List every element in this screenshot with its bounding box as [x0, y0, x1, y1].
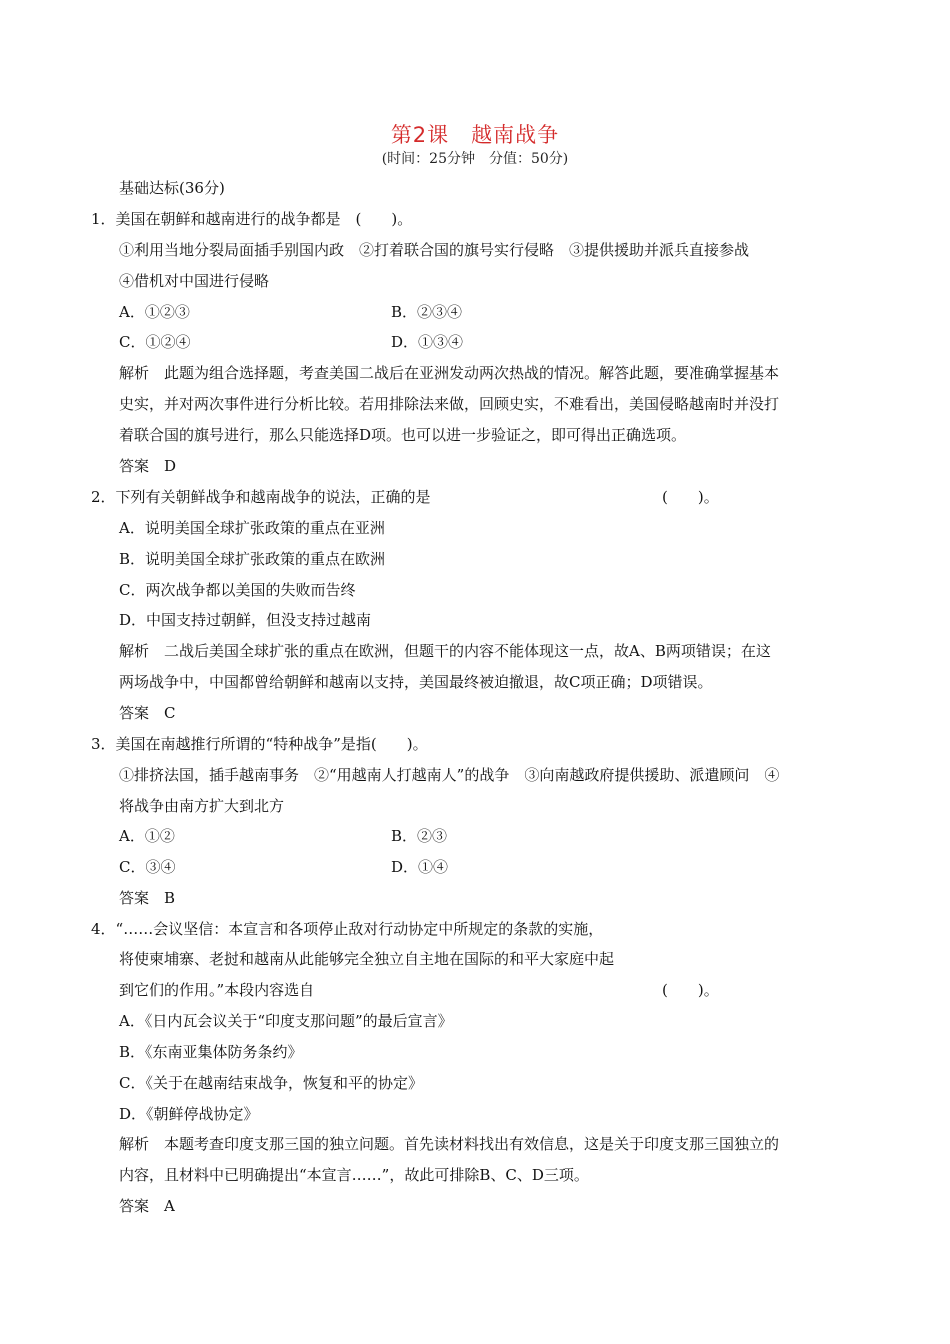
q4-analysis-line1: 解析 本题考查印度支那三国的独立问题。首先读材料找出有效信息，这是关于印度支那三国独立的: [119, 1135, 780, 1153]
q4-option-a: A．《日内瓦会议关于“印度支那问题”的最后宣言》: [119, 1012, 453, 1030]
q4-stem-line3: 到它们的作用。”本段内容选自: [119, 981, 315, 999]
q1-answer: 答案 D: [119, 457, 177, 475]
q4-option-d: D．《朝鲜停战协定》: [119, 1105, 259, 1123]
q2-stem: 2．下列有关朝鲜战争和越南战争的说法，正确的是: [91, 488, 431, 506]
page-title: 第2课 越南战争: [390, 123, 560, 147]
q3-answer: 答案 B: [119, 889, 176, 907]
q4-option-b: B．《东南亚集体防务条约》: [119, 1043, 303, 1061]
q3-option-a: A．①②: [119, 827, 175, 845]
q4-option-c: C．《关于在越南结束战争，恢复和平的协定》: [119, 1074, 423, 1092]
q4-answer-blank: ( )。: [662, 981, 719, 999]
q2-option-b: B．说明美国全球扩张政策的重点在欧洲: [119, 550, 386, 568]
q1-option-d: D．①③④: [391, 333, 464, 351]
q1-option-a: A．①②③: [119, 303, 190, 321]
q1-analysis-line1: 解析 此题为组合选择题，考查美国二战后在亚洲发动两次热战的情况。解答此题，要准确掌握基本: [119, 364, 780, 382]
q1-option-c: C．①②④: [119, 333, 191, 351]
q1-options-line2: ④借机对中国进行侵略: [119, 272, 270, 290]
q1-options-line1: ①利用当地分裂局面插手别国内政 ②打着联合国的旗号实行侵略 ③提供援助并派兵直接参战: [119, 241, 750, 259]
q1-analysis-line2: 史实，并对两次事件进行分析比较。若用排除法来做，回顾史实，不难看出，美国侵略越南时并没打: [119, 395, 780, 413]
q1-option-b: B．②③④: [391, 303, 463, 321]
q1-stem: 1．美国在朝鲜和越南进行的战争都是 ( )。: [91, 210, 413, 228]
q2-answer-blank: ( )。: [662, 488, 719, 506]
q2-option-d: D．中国支持过朝鲜，但没支持过越南: [119, 611, 372, 629]
q4-answer: 答案 A: [119, 1197, 175, 1215]
section-heading: 基础达标(36分): [119, 179, 225, 197]
q4-analysis-line2: 内容，且材料中已明确提出“本宣言……”，故此可排除B、C、D三项。: [119, 1166, 589, 1184]
q2-option-a: A．说明美国全球扩张政策的重点在亚洲: [119, 519, 385, 537]
q2-analysis-line2: 两场战争中，中国都曾给朝鲜和越南以支持，美国最终被迫撤退，故C项正确；D项错误。: [119, 673, 713, 691]
page-subtitle: (时间：25分钟 分值：50分): [381, 151, 569, 167]
q4-stem-line1: 4．“……会议坚信：本宣言和各项停止敌对行动协定中所规定的条款的实施，: [91, 920, 604, 938]
q4-stem-line2: 将使柬埔寨、老挝和越南从此能够完全独立自主地在国际的和平大家庭中起: [119, 950, 615, 968]
q3-options-line2: 将战争由南方扩大到北方: [119, 797, 285, 815]
q3-options-line1: ①排挤法国，插手越南事务 ②“用越南人打越南人”的战争 ③向南越政府提供援助、派遣顾问 ④: [119, 766, 780, 784]
q2-option-c: C．两次战争都以美国的失败而告终: [119, 581, 356, 599]
q2-answer: 答案 C: [119, 704, 176, 722]
q1-analysis-line3: 着联合国的旗号进行，那么只能选择D项。也可以进一步验证之，即可得出正确选项。: [119, 426, 687, 444]
q3-option-b: B．②③: [391, 827, 448, 845]
q3-option-d: D．①④: [391, 858, 449, 876]
q3-stem: 3．美国在南越推行所谓的“特种战争”是指( )。: [91, 735, 428, 753]
q3-option-c: C．③④: [119, 858, 176, 876]
q2-analysis-line1: 解析 二战后美国全球扩张的重点在欧洲，但题干的内容不能体现这一点，故A、B两项错误；在这: [119, 642, 771, 660]
